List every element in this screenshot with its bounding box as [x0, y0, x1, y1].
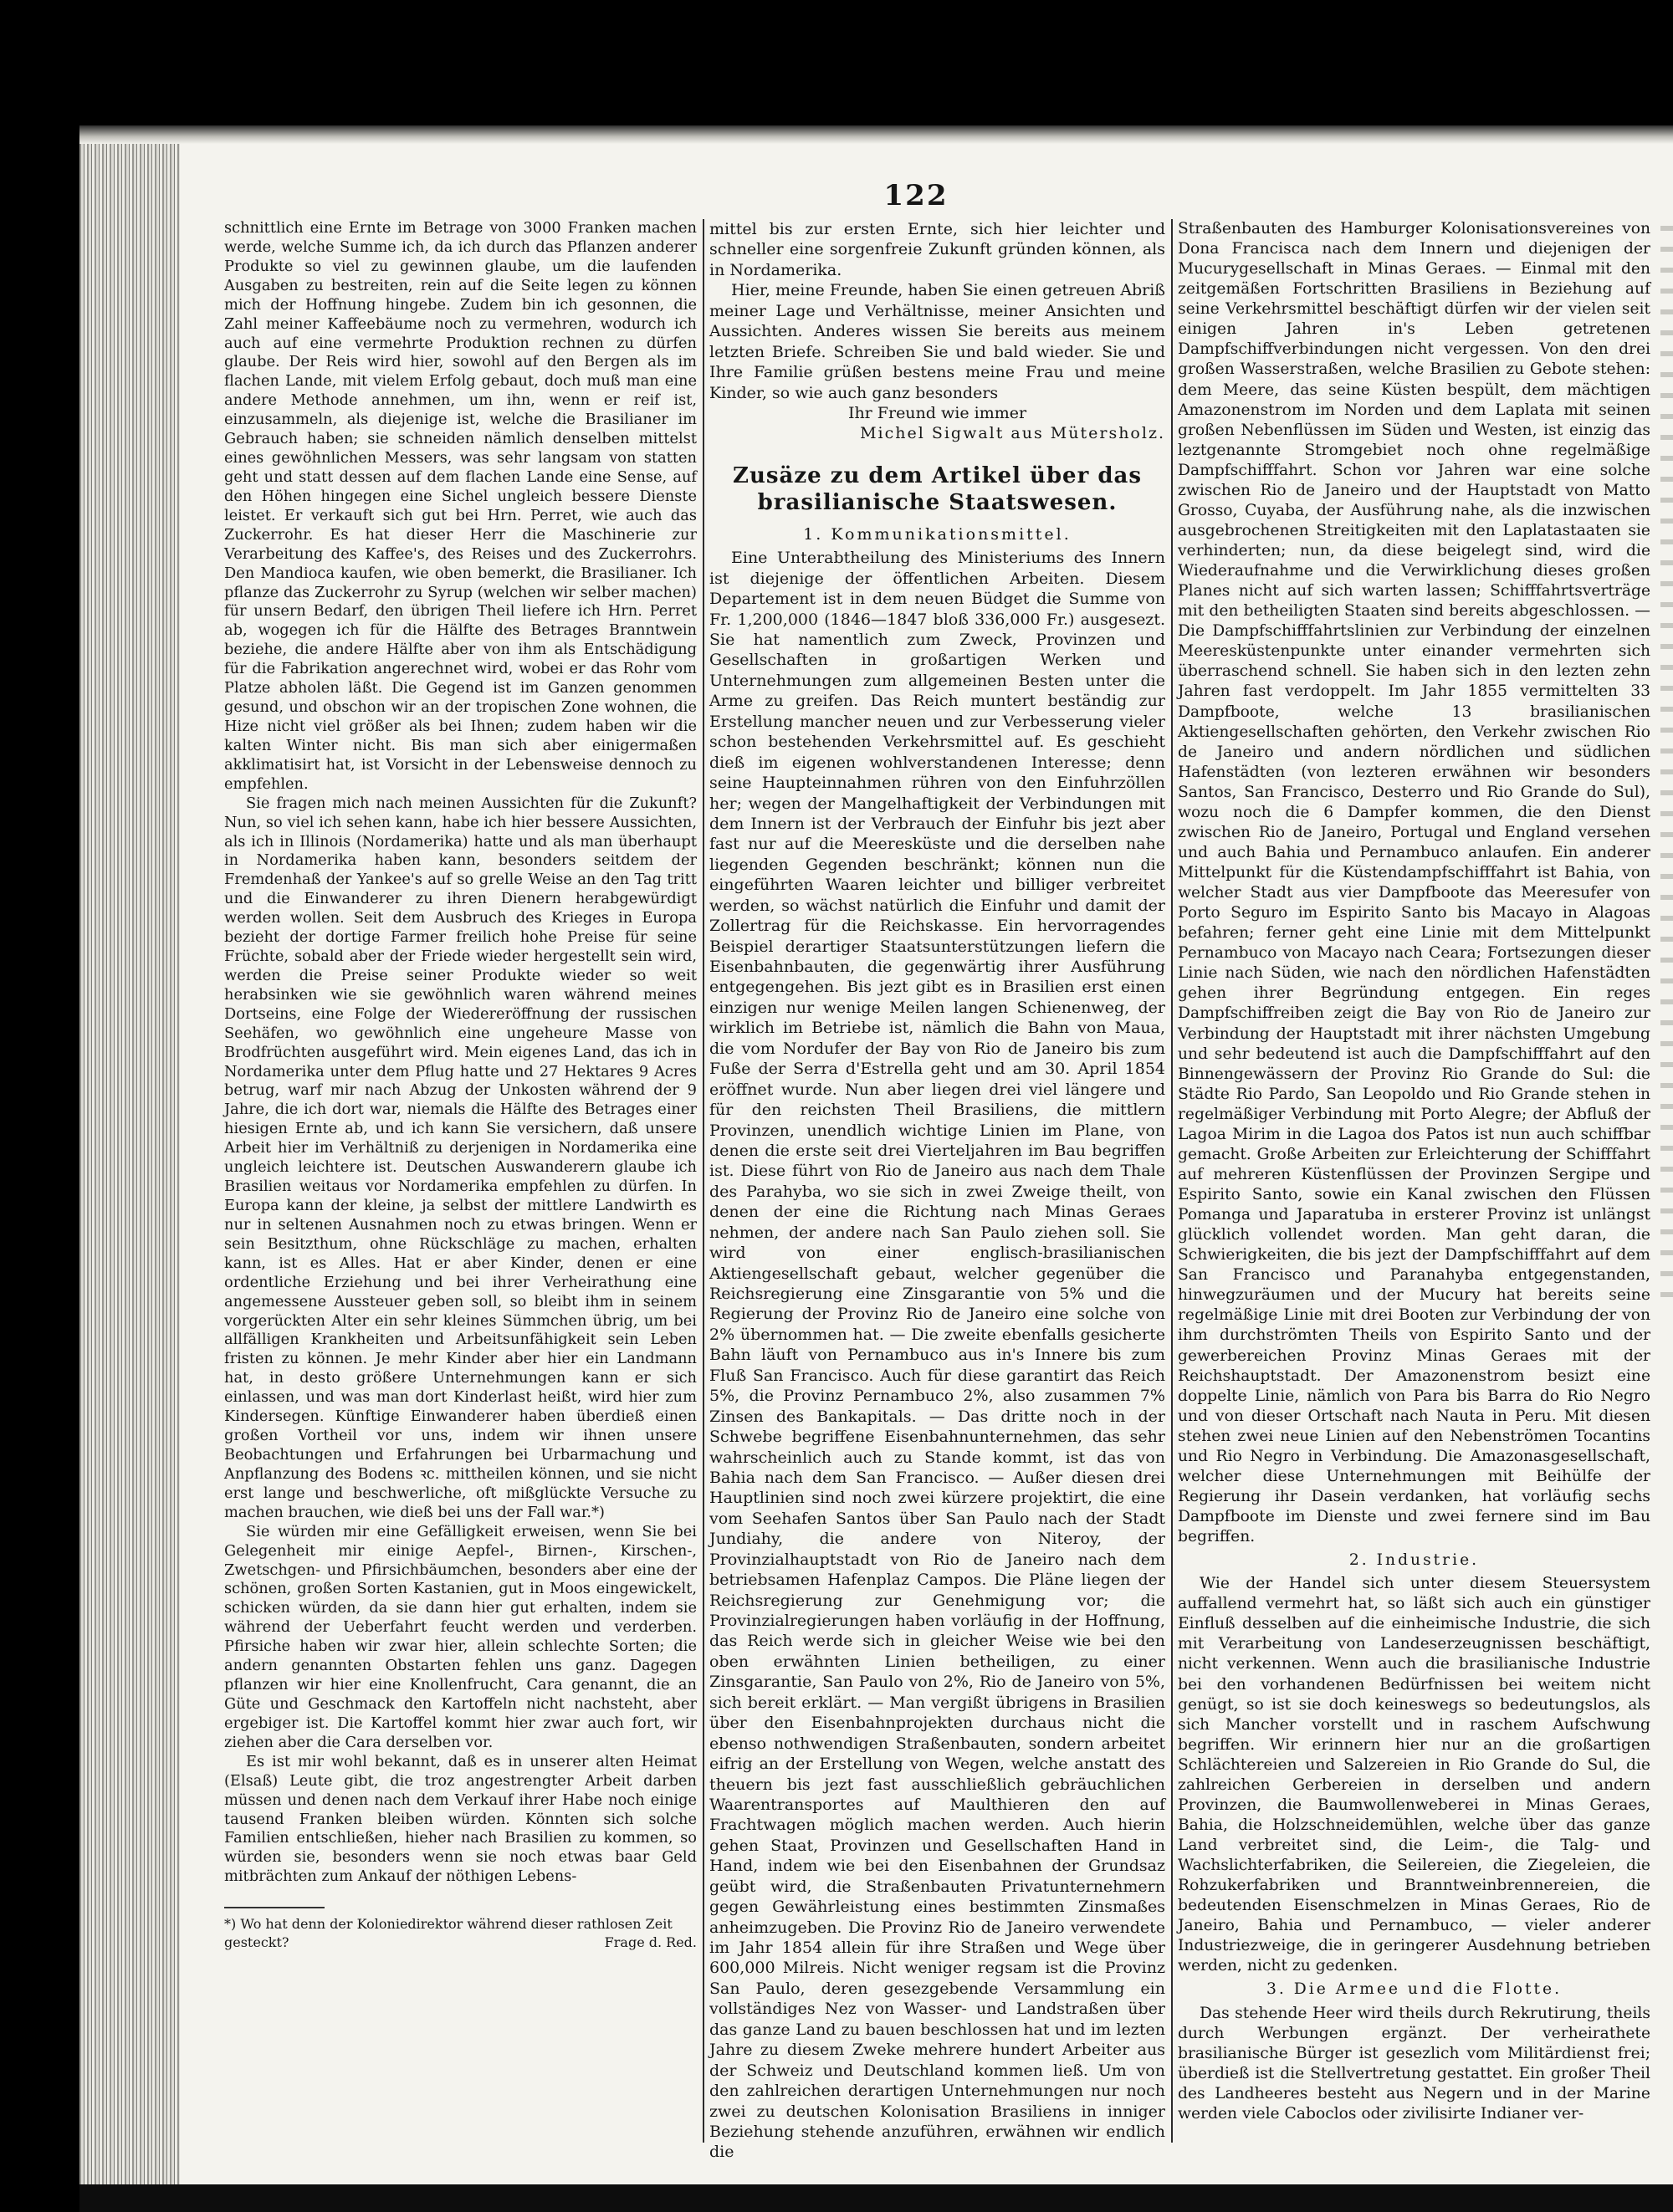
- paragraph: schnittlich eine Ernte im Betrage von 3000 Franken machen werde, welche Summe ich, da ich durch das Pflanzen anderer Produkte so viel zu gewinnen glaube, um die laufenden Ausgaben zu bestreiten, rein auf die Seite legen zu können mich der Hoffnung hingebe. Zudem bin ich gesonnen, die Zahl meiner Kaffeebäume noch zu vermehren, wodurch ich auch auf eine vermehrte Produktion rechnen zu dürfen glaube. Der Reis wird hier, sowohl auf den Bergen als im flachen Lande, mit vielem Erfolg gebaut, doch muß man eine andere Methode annehmen, um ihn, wenn er reif ist, einzusammeln, als diejenige ist, welche die Brasilianer im Gebrauch haben; sie schneiden nämlich denselben mittelst eines gewöhnlichen Messers, was sehr langsam von statten geht und statt dessen auf dem flachen Lande eine Sense, auf den Höhen hingegen eine Sichel ungleich bessere Dienste leistet. Er verkauft sich gut bei Hrn. Perret, wie auch das Zuckerrohr. Es hat dieser Herr die Maschinerie zur Verarbeitung des Kaffee's, des Reises und des Zuckerrohrs. Den Mandioca kaufen, wie oben bemerkt, die Brasilianer. Ich pflanze das Zuckerrohr zu Syrup (welchen wir selber machen) für unsern Bedarf, den übrigen Theil liefere ich Hrn. Perret ab, wogegen ich für die Hälfte des Betrages Branntwein beziehe, die andere Hälfte aber von ihm als Entschädigung für die Fabrikation angerechnet wird, wobei er das Rohr vom Platze abholen läßt. Die Gegend ist im Ganzen genommen gesund, und obschon wir an der tropischen Zone wohnen, die Hize nicht viel größer als bei Ihnen; zudem haben wir die kalten Winter nicht. Bis man sich aber einigermaßen akklimatisirt hat, ist Vorsicht in der Lebensweise dennoch zu empfehlen.: [224, 219, 697, 793]
- paragraph: mittel bis zur ersten Ernte, sich hier leichter und schneller eine sorgenfreie Zukunft gründen können, als in Nordamerika.: [709, 220, 1165, 279]
- column-rule-1: [703, 219, 704, 2143]
- section-heading: 1. Kommunikationsmittel.: [803, 524, 1072, 544]
- paragraph: Straßenbauten des Hamburger Kolonisationsvereines von Dona Francisca nach dem Innern und diejenigen der Mucurygesellschaft in Minas Geraes. — Einmal mit den zeitgemäßen Fortschritten Brasiliens in Beziehung auf seine Verkehrsmittel beschäftigt dürfen wir der vielen seit einigen Jahren in's Leben getretenen Dampfschiffverbindungen nicht vergessen. Von den drei großen Wasserstraßen, welche Brasilien zu Gebote stehen: dem Meere, das seine Küsten bespült, dem mächtigen Amazonenstrom im Norden und dem Laplata mit seinen großen Nebenflüssen im Süden und Westen, ist einzig das leztgenannte Stromgebiet noch ohne regelmäßige Dampfschifffahrt. Schon vor Jahren war eine solche zwischen Rio de Janeiro und der Hauptstadt von Matto Grosso, Cuyaba, der Ausführung nahe, als die inzwischen ausgebrochenen Streitigkeiten mit den Laplatastaaten sie verhinderten; nun, da diese beigelegt sind, wird die Wiederaufnahme und die Verwirklichung dieses großen Planes nicht auf sich warten lassen; Schifffahrtsverträge mit den betheiligten Staaten sind bereits abgeschlossen. — Die Dampfschifffahrtslinien zur Verbindung der einzelnen Meeresküstenpunkte unter einander vermehrten sich überraschend schnell. Sie haben sich in den lezten zehn Jahren fast verdoppelt. Im Jahr 1855 vermittelten 33 Dampfboote, welche 13 brasilianischen Aktiengesellschaften gehörten, den Verkehr zwischen Rio de Janeiro und andern nördlichen und südlichen Hafenstädten (von lezteren erwähnen wir besonders Santos, San Francisco, Desterro und Rio Grande do Sul), wozu noch die 6 Dampfer kommen, die den Dienst zwischen Rio de Janeiro, Portugal und England versehen und auch Bahia und Pernambuco anlaufen. Ein anderer Mittelpunkt für die Küstendampfschifffahrt ist Bahia, von welcher Stadt aus vier Dampfboote das Meeresufer von Porto Seguro im Espirito Santo bis Macayo in Alagoas befahren; ferner geht eine Linie mit dem Mittelpunkt Pernambuco von Macayo nach Ceara; Fortsezungen dieser Linie nach Süden, wie nach den nördlichen Hafenstädten gehen ihrer Begründung entgegen. Ein reges Dampfschiffreiben zeigt die Bay von Rio de Janeiro zur Verbindung der Hauptstadt mit ihrer nächsten Umgebung und sehr bedeutend ist auch die Dampfschifffahrt auf den Binnengewässern der Provinz Rio Grande do Sul: die Städte Rio Pardo, San Leopoldo und Rio Grande stehen in regelmäßiger Verbindung mit Porto Alegre; der Abfluß der Lagoa Mirim in die Lagoa dos Patos ist nun auch schiffbar gemacht. Große Arbeiten zur Erleichterung der Schifffahrt auf mehreren Küstenflüssen der Provinzen Sergipe und Espirito Santo, sowie ein Kanal zwischen den Flüssen Pomanga und Japaratuba in ersterer Provinz ist unlängst glücklich vollendet worden. Man geht daran, die Schwierigkeiten, die bis jezt der Dampfschifffahrt auf dem San Francisco und Paranahyba entgegenstanden, hinwegzuräumen und der Mucury hat bereits seine regelmäßige Linie mit drei Booten zur Verbindung der von ihm durchströmten Theils von Espirito Santo und der gewerbereichen Provinz Minas Geraes mit der Reichshauptstadt. Der Amazonenstrom besizt eine doppelte Linie, nämlich von Para bis Barra do Rio Negro und von dieser Ortschaft nach Nauta in Peru. Mit diesen stehen zwei neue Linien auf den Nebenströmen Tocantins und Rio Negro in Verbindung. Die Amazonasgesellschaft, welcher diese Unternehmungen mit Beihülfe der Regierung ihr Dasein verdanken, hat vorläufig sechs Dampfboote im Dienste und zwei fernere sind im Bau begriffen.: [1178, 220, 1650, 1546]
- footnote-source: Frage d. Red.: [604, 1934, 697, 1950]
- paragraph: Hier, meine Freunde, haben Sie einen getreuen Abriß meiner Lage und Verhältnisse, meiner Ansichten und Aussichten. Anderes wissen Sie bereits aus meinem letzten Briefe. Schreiben Sie und bald wieder. Sie und Ihre Familie grüßen bestens meine Frau und meine Kinder, so wie auch ganz besonders: [709, 281, 1165, 402]
- page-top-shadow: [79, 125, 1673, 144]
- letter-signature: Michel Sigwalt aus Mütersholz.: [860, 424, 1165, 443]
- column-1: [224, 219, 697, 1887]
- article-heading: Zusäze zu dem Artikel über das brasilianische Staatswesen.: [732, 462, 1142, 515]
- column-rule-2: [1171, 219, 1173, 2143]
- paragraph: Das stehende Heer wird theils durch Rekrutirung, theils durch Werbungen ergänzt. Der verheirathete brasilianische Bürger ist gesezlich vom Militärdienst frei; überdieß ist die Stellvertretung gestattet. Ein großer Theil des Landheeres besteht aus Negern und in der Marine werden viele Caboclos oder zivilisirte Indianer ver-: [1178, 2004, 1650, 2123]
- footnote-text: *) Wo hat denn der Koloniedirektor während dieser rathlosen Zeit gesteckt?: [224, 1916, 673, 1950]
- footnote-rule: [224, 1907, 325, 1908]
- book-page-edges: [79, 125, 180, 2212]
- column-2: [709, 219, 1165, 2163]
- next-page-edge: [1660, 226, 1673, 1313]
- paragraph: Es ist mir wohl bekannt, daß es in unserer alten Heimat (Elsaß) Leute gibt, die troz angestrengter Arbeit darben müssen und denen nach dem Verkauf ihrer Habe noch einige tausend Franken bleiben würden. Könnten sich solche Familien entschließen, hieher nach Brasilien zu kommen, so würden sie, besonders wenn sie noch etwas baar Geld mitbrächten zum Ankauf der nöthigen Lebens-: [224, 1752, 697, 1886]
- paragraph: Eine Unterabtheilung des Ministeriums des Innern ist diejenige der öffentlichen Arbeiten. Diesem Departement ist in dem neuen Büdget die Summe von Fr. 1,200,000 (1846—1847 bloß 336,000 Fr.) ausgesezt. Sie hat namentlich zum Zweck, Provinzen und Gesellschaften in großartigen Werken und Unternehmungen zum allgemeinen Besten unter die Arme zu greifen. Das Reich muntert beständig zur Erstellung mancher neuen und zur Verbesserung vieler schon bestehenden Verkehrsmittel auf. Es geschieht dieß im eigenen wohlverstandenen Interesse; denn seine Haupteinnahmen rühren von den Einfuhrzöllen her; wegen der Mangelhaftigkeit der Verbindungen mit dem Innern ist der Verbrauch der Einfuhr bis jezt aber fast nur auf die Meeresküste und die derselben nahe liegenden Gegenden beschränkt; können nun die eingeführten Waaren leichter und billiger verbreitet werden, so wächst natürlich die Einfuhr und damit der Zollertrag für die Reichskasse. Ein hervorragendes Beispiel derartiger Staatsunterstützungen liefern die Eisenbahnbauten, die gegenwärtig ihrer Ausführung entgegengehen. Bis jezt gibt es in Brasilien erst einen einzigen nur wenige Meilen langen Schienenweg, der wirklich im Betriebe ist, nämlich die Bahn von Maua, die vom Nordufer der Bay von Rio de Janeiro bis zum Fuße der Serra d'Estrella geht und am 30. April 1854 eröffnet wurde. Nun aber liegen drei viel längere und für den reichsten Theil Brasiliens, die mittlern Provinzen, unendlich wichtige Linien im Plane, von denen die erste seit drei Vierteljahren im Bau begriffen ist. Diese führt von Rio de Janeiro aus nach dem Thale des Parahyba, wo sie sich in zwei Zweige theilt, von denen der eine die Richtung nach Minas Geraes nehmen, der andere nach San Paulo ziehen soll. Sie wird von einer englisch-brasilianischen Aktiengesellschaft gebaut, welcher gegenüber die Reichsregierung eine Zinsgarantie von 5% und die Regierung der Provinz Rio de Janeiro eine solche von 2% übernommen hat. — Die zweite ebenfalls gesicherte Bahn läuft von Pernambuco aus in's Innere bis zum Fluß San Francisco. Auch für diese garantirt das Reich 5%, die Provinz Pernambuco 2%, also zusammen 7% Zinsen des Bankapitals. — Das dritte noch in der Schwebe begriffene Eisenbahnunternehmen, das sehr wahrscheinlich auch zu Stande kommt, ist das von Bahia nach dem San Francisco. — Außer diesen drei Hauptlinien sind noch zwei kürzere projektirt, die eine vom Seehafen Santos über San Paulo nach der Stadt Jundiahy, die andere von Niteroy, der Provinzialhauptstadt von Rio de Janeiro nach dem betriebsamen Hafenplaz Campos. Die Pläne liegen der Reichsregierung zur Genehmigung vor; die Provinzialregierungen haben vorläufig in der Hoffnung, das Reich werde sich in gleicher Weise wie bei den oben erwähnten Linien betheiligen, zu einer Zinsgarantie, San Paulo von 2%, Rio de Janeiro von 5%, sich bereit erklärt. — Man vergißt übrigens in Brasilien über den Eisenbahnprojekten durchaus nicht die ebenso nothwendigen Straßenbauten, sondern arbeitet eifrig an der Erstellung von Wegen, welche anstatt des theuern bis jezt fast ausschließlich gebräuchlichen Waarentransportes auf Maulthieren den auf Frachtwagen möglich machen werden. Auch hierin gehen Staat, Provinzen und Gesellschaften Hand in Hand, indem wie bei den Eisenbahnen der Grundsaz geübt wird, die Straßenbauten Privatunternehmern gegen Gewährleistung eines bestimmten Zinsmaßes anheimzugeben. Die Provinz Rio de Janeiro verwendete im Jahr 1854 allein für ihre Straßen und Wege über 600,000 Milreis. Nicht weniger regsam ist die Provinz San Paulo, deren gesezgebende Versammlung ein vollständiges Nez von Wasser- und Landstraßen über das ganze Land zu bauen beschlossen hat und im lezten Jahre zu diesem Zweke mehrere hundert Arbeiter aus der Schweiz und Deutschland kommen ließ. Um von den zahlreichen derartigen Unternehmungen nur noch zwei zu deutschen Kolonisation Brasiliens in inniger Beziehung stehende anzuführen, erwähnen wir endlich die: [709, 549, 1165, 2162]
- page-number: 122: [883, 179, 949, 212]
- paragraph: Sie fragen mich nach meinen Aussichten für die Zukunft? Nun, so viel ich sehen kann, habe ich hier bessere Aussichten, als ich in Illinois (Nordamerika) hatte und als man überhaupt in Nordamerika haben kann, besonders seitdem der Fremdenhaß der Yankee's auf so grelle Weise an den Tag tritt und die Einwanderer zu ihren Dienern herabgewürdigt werden wollen. Seit dem Ausbruch des Krieges in Europa bezieht der dortige Farmer freilich hohe Preise für seine Früchte, sobald aber der Friede wieder hergestellt sein wird, werden die Preise seiner Produkte wieder so weit herabsinken wie sie gewöhnlich waren während meines Dortseins, eine Folge der Wiedereröffnung der russischen Seehäfen, wo gewöhnlich eine ungeheure Masse von Brodfrüchten ausgeführt wird. Mein eigenes Land, das ich in Nordamerika unter dem Pflug hatte und 27 Hektares 9 Acres betrug, warf mir nach Abzug der Unkosten während der 9 Jahre, die ich dort war, niemals die Hälfte des Betrages einer hiesigen Ernte ab, und ich kann Sie versichern, daß unsere Arbeit hier im Verhältniß zu derjenigen in Nordamerika eine ungleich leichtere ist. Deutschen Auswanderern glaube ich Brasilien weitaus vor Nordamerika empfehlen zu dürfen. In Europa kann der kleine, ja selbst der mittlere Landwirth es nur in seltenen Ausnahmen noch zu etwas bringen. Wenn er sein Besitzthum, ohne Rückschläge zu machen, erhalten kann, ist es Alles. Hat er aber Kinder, denen er eine ordentliche Erziehung und bei ihrer Verheirathung eine angemessene Aussteuer geben soll, so bleibt ihm in seinem vorgerückten Alter ein sehr kleines Sümmchen übrig, um bei allfälligen Krankheiten und Arbeitsunfähigkeit sein Leben fristen zu können. Je mehr Kinder aber hier ein Landmann hat, in desto größere Unternehmungen kann er sich einlassen, und was man dort Kinderlast heißt, wird hier zum Kindersegen. Künftige Einwanderer haben überdieß einen großen Vortheil vor uns, indem wir ihnen unsere Beobachtungen und Erfahrungen bei Urbarmachung und Anpflanzung des Bodens ꝛc. mittheilen können, und sie nicht erst lange und beschwerliche, oft mißglückte Versuche zu machen brauchen, wie dieß bei uns der Fall war.*): [224, 794, 697, 1521]
- section-heading: 2. Industrie.: [1348, 1551, 1480, 1570]
- footnote: [224, 1915, 697, 1952]
- paragraph: Sie würden mir eine Gefälligkeit erweisen, wenn Sie bei Gelegenheit mir einige Aepfel-, Birnen-, Kirschen-, Zwetschgen- und Pfirsichbäumchen, besonders aber eine der schönen, großen Sorten Kastanien, gut in Moos eingewickelt, schicken würden, da sie dann hier gut erhalten, indem sie während der Ueberfahrt feucht werden und verderben. Pfirsiche haben wir zwar hier, allein schlechte Sorten; die andern genannten Obstarten fehlen uns ganz. Dagegen pflanzen wir hier eine Knollenfrucht, Cara genannt, die an Güte und Geschmack den Kartoffeln nicht nachsteht, aber ergebiger ist. Die Kartoffel kommt hier zwar auch fort, wir ziehen aber die Cara derselben vor.: [224, 1522, 697, 1751]
- letter-closing: Ihr Freund wie immer: [847, 403, 1027, 422]
- scan-bottom-border: [79, 2184, 1673, 2212]
- section-heading: 3. Die Armee und die Flotte.: [1266, 1980, 1563, 1999]
- paragraph: Wie der Handel sich unter diesem Steuersystem auffallend vermehrt hat, so läßt sich auch ein günstiger Einfluß desselben auf die einheimische Industrie, die sich mit Verarbeitung von Landeserzeugnissen beschäftigt, nicht verkennen. Wenn auch die brasilianische Industrie bei den vorhandenen Bedürfnissen bei weitem nicht genügt, so ist sie doch keineswegs so bedeutungslos, als sich Mancher vorstellt und in raschem Aufschwung begriffen. Wir erinnern hier nur an die großartigen Schlächtereien und Salzereien in Rio Grande do Sul, die zahlreichen Gerbereien in derselben und andern Provinzen, die Baumwollenweberei in Minas Geraes, Bahia, die Holzschneidemühlen, welche über das ganze Land verbreitet sind, die Leim-, die Talg- und Wachslichterfabriken, die Seilereien, die Ziegeleien, die Rohzukerfabriken und Branntweinbrennereien, die bedeutenden Eisenschmelzen in Minas Geraes, Rio de Janeiro, Bahia und Pernambuco, — vieler anderer Industriezweige, die in geringerer Ausdehnung betrieben werden, nicht zu gedenken.: [1178, 1575, 1650, 1975]
- column-3: [1178, 219, 1650, 2124]
